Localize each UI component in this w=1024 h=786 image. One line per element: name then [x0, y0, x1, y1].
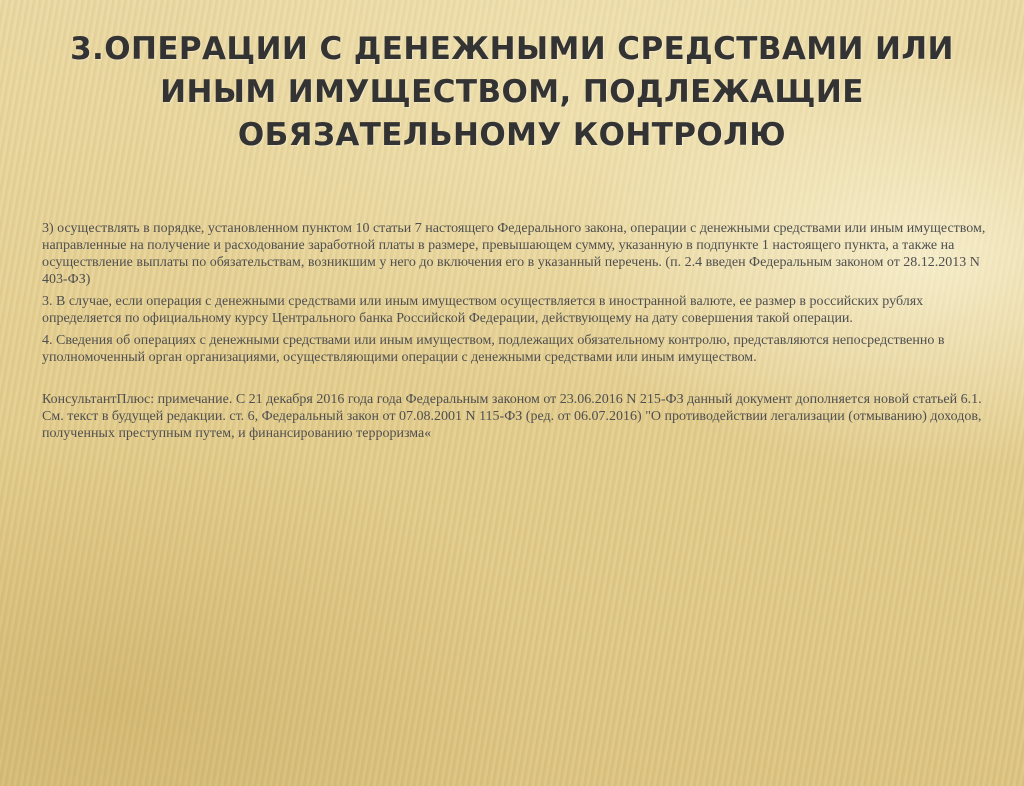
paragraph-subitem-3: 3) осуществлять в порядке, установленном пунктом 10 статьи 7 настоящего Федерального закона, операции с денежными средствами или иным имуществом, направленные на получение и расходование заработной платы в размере, превышающем сумму, указанную в подпункте 1 настоящего пункта, а также на осуществление выплаты по обязательствам, возникшим у него до включения его в указанный перечень. (п. 2.4 введен Федеральным законом от 28.12.2013 N 403-ФЗ) — [42, 221, 986, 287]
paragraph-item-4: 4. Сведения об операциях с денежными средствами или иным имуществом, подлежащих обязательному контролю, представляются непосредственно в уполномоченный орган организациями, осуществляющими операции с денежными средствами или иным имуществом. — [42, 333, 945, 365]
paragraph-item-3: 3. В случае, если операция с денежными средствами или иным имуществом осуществляется в иностранной валюте, ее размер в российских рублях определяется по официальному курсу Центрального банка Российской Федерации, действующему на дату совершения такой операции. — [42, 294, 924, 326]
consultant-note: КонсультантПлюс: примечание. С 21 декабря 2016 года года Федеральным законом от 23.06.2016 N 215-ФЗ данный документ дополняется новой статьей 6.1. См. текст в будущей редакции. ст. 6, Федеральный закон от 07.08.2001 N 115-ФЗ (ред. от 06.07.2016) "О противодействии легализации (отмыванию) доходов, полученных преступным путем, и финансированию терроризма« — [42, 392, 982, 441]
slide-title: 3.ОПЕРАЦИИ С ДЕНЕЖНЫМИ СРЕДСТВАМИ ИЛИ ИНЫМ ИМУЩЕСТВОМ, ПОДЛЕЖАЩИЕ ОБЯЗАТЕЛЬНОМУ КОНТРОЛЮ — [70, 31, 954, 153]
slide-body — [42, 220, 992, 447]
